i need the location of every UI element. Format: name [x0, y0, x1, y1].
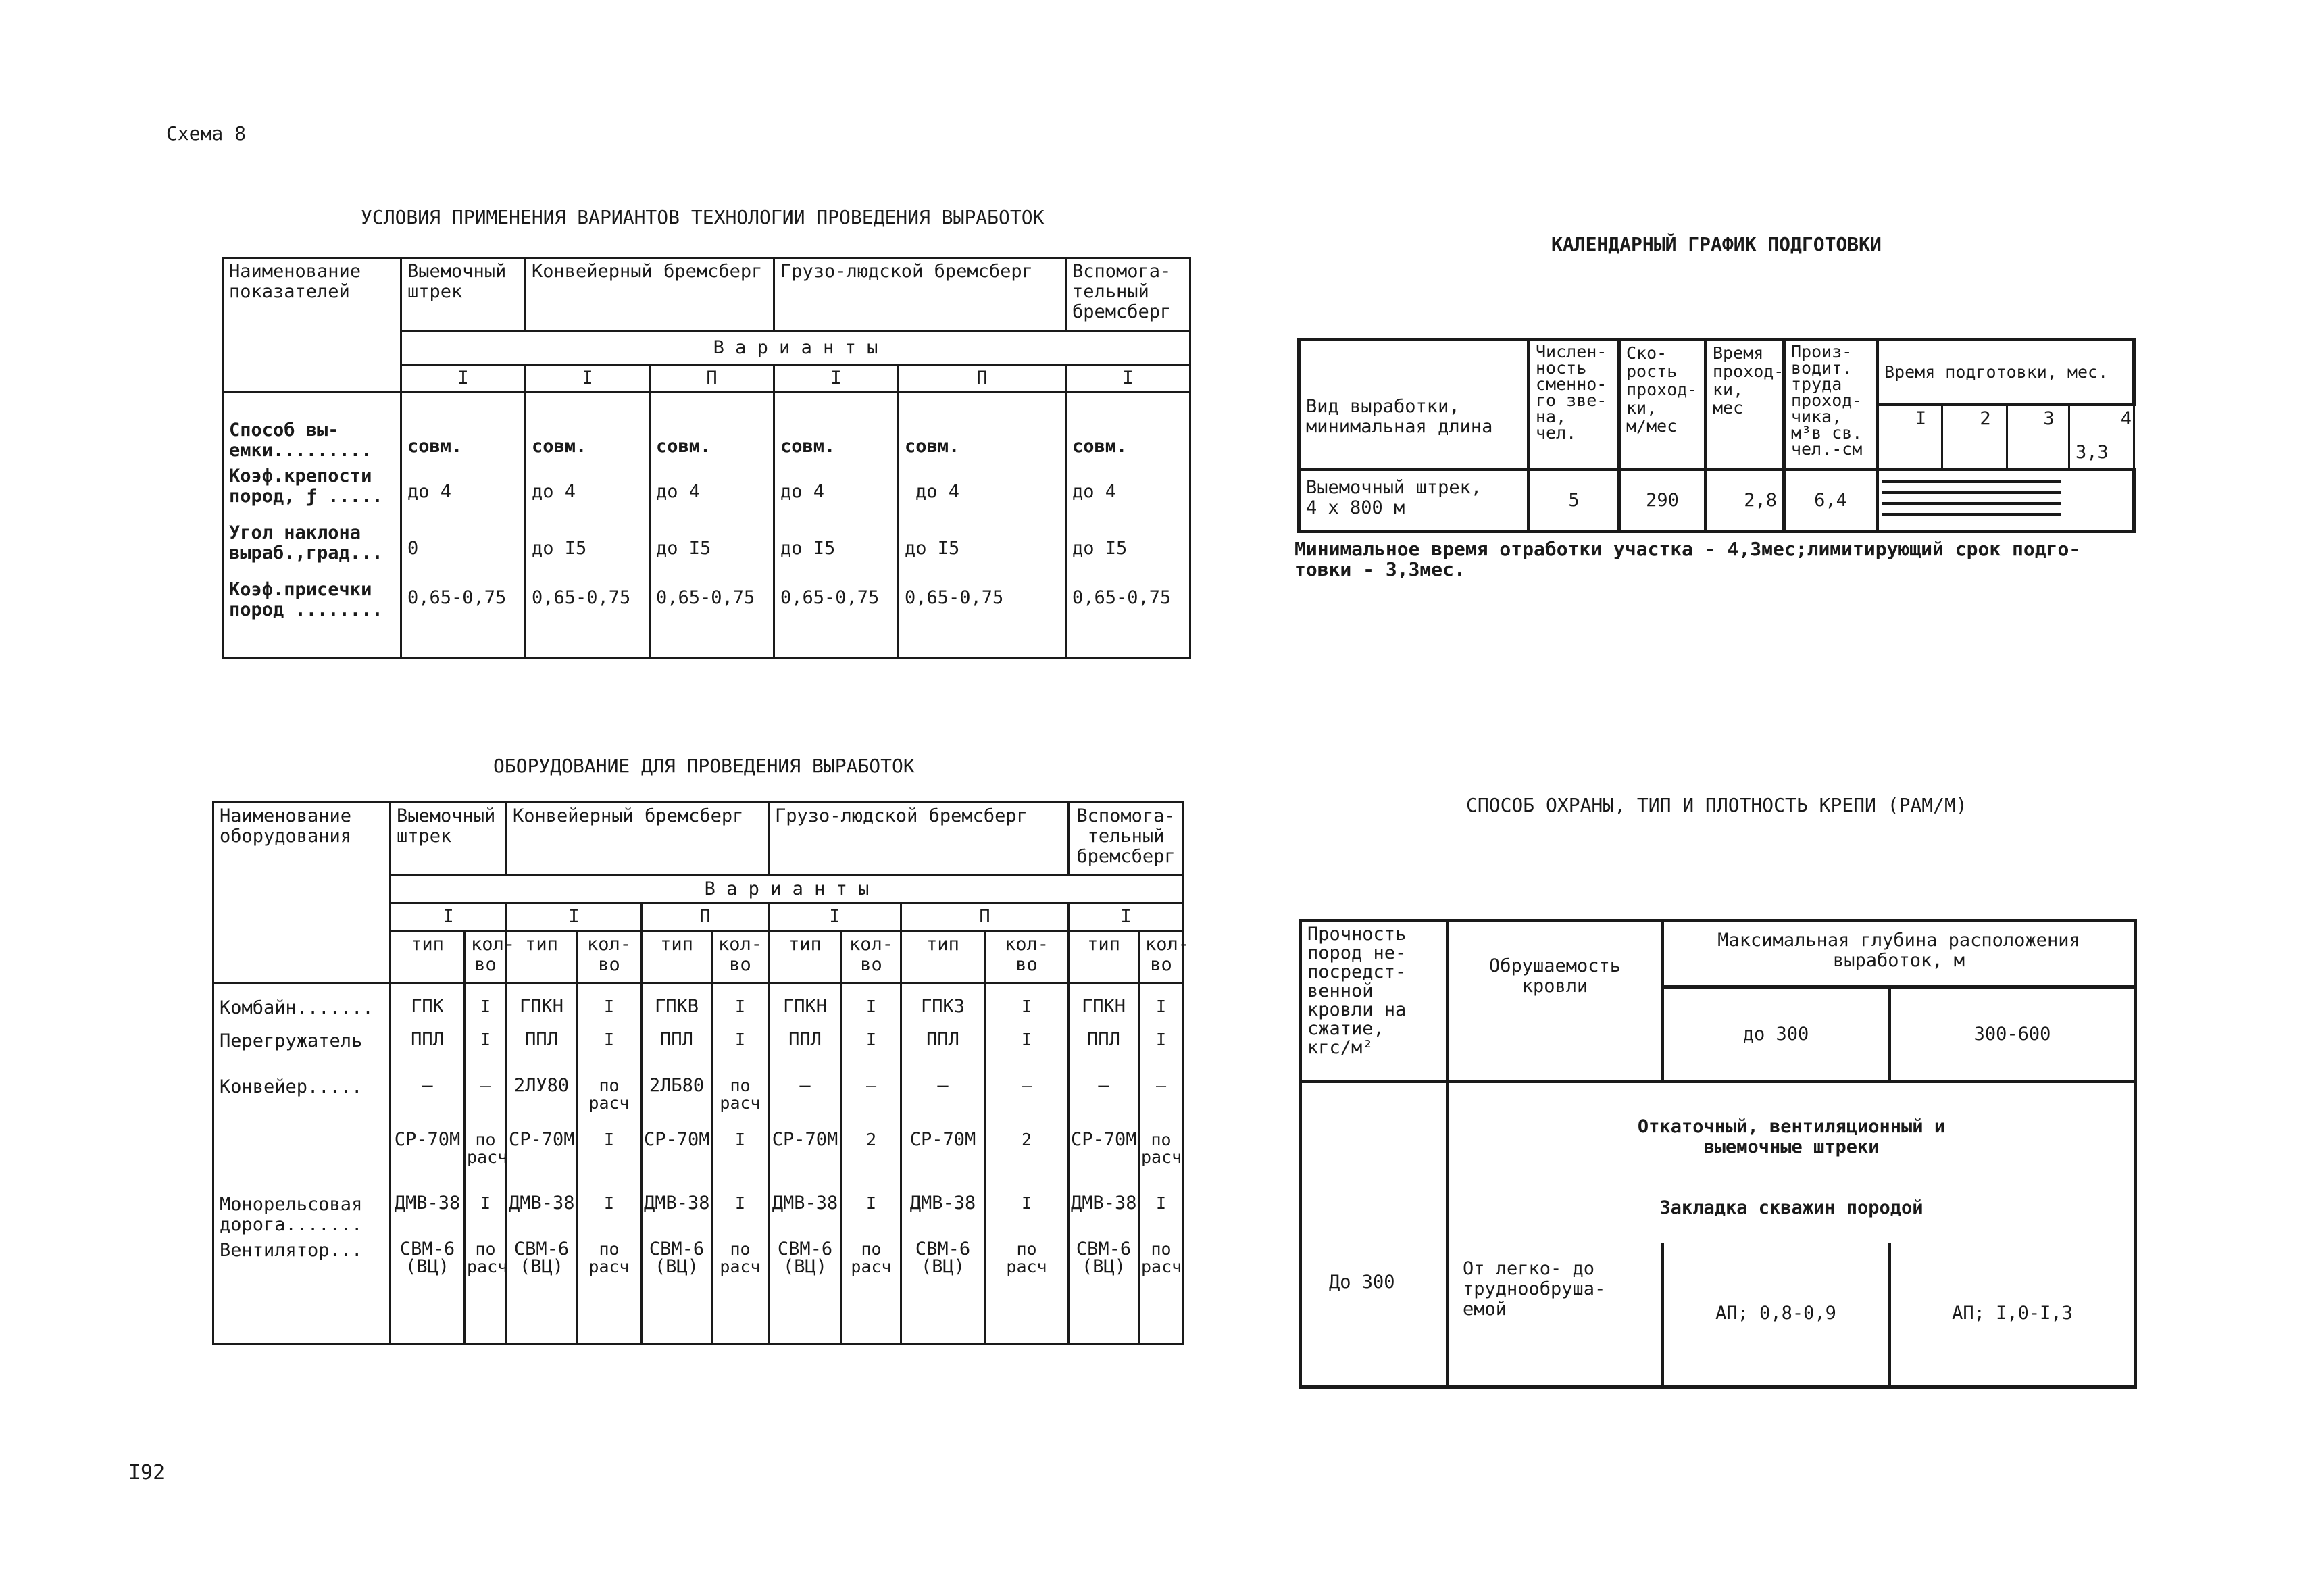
scheme-label: Схема 8	[166, 122, 247, 145]
t1-cell: 0,65-0,75	[650, 577, 774, 658]
t2-cell-qty: –	[985, 1074, 1069, 1128]
t2-cell-type: ГПКН	[1069, 984, 1139, 1028]
t2-row	[213, 984, 1184, 1028]
t1-cell: совм.	[650, 393, 774, 464]
t1-cell: до I5	[774, 520, 899, 577]
t2-row-name: Конвейер.....	[213, 1074, 391, 1128]
t1-cell: 0,65-0,75	[899, 577, 1066, 658]
t2-cell-type: ГПКЗ	[901, 984, 985, 1028]
t2-cell-type: СВМ-6 (ВЦ)	[769, 1238, 842, 1345]
t3-gantt-bar	[1882, 491, 2061, 494]
t2-cell-qty: по расч	[577, 1238, 642, 1345]
t2-cell-type: СР-70М	[1069, 1128, 1139, 1192]
t4-title: СПОСОБ ОХРАНЫ, ТИП И ПЛОТНОСТЬ КРЕПИ (РАМ/М)	[1466, 794, 1967, 816]
t2-cell-type: ГПКН	[769, 984, 842, 1028]
t2-cell-type: ГПКВ	[642, 984, 712, 1028]
t1-cell: до 4	[650, 464, 774, 520]
t2-head-aux: Вспомога- тельный бремсберг	[1069, 803, 1184, 876]
t2-title: ОБОРУДОВАНИЕ ДЛЯ ПРОВЕДЕНИЯ ВЫРАБОТОК	[493, 755, 915, 777]
t2-cell-type: ДМВ-38	[391, 1192, 465, 1238]
t1-cell: 0,65-0,75	[774, 577, 899, 658]
t2-variant-num: П	[901, 903, 1069, 931]
t2-cell-type: СР-70М	[769, 1128, 842, 1192]
t4-head-strength: Прочность пород не- посредст- венной кровли на сжатие, кгс/м²	[1301, 921, 1448, 1082]
t2-cell-qty: по расч	[465, 1128, 507, 1192]
t3-row-prod: 6,4	[1784, 470, 1878, 532]
t2-cell-type: –	[901, 1074, 985, 1128]
t3-gantt-cell	[1878, 470, 2134, 532]
t2-cell-qty: I	[465, 1028, 507, 1074]
t1-cell: до 4	[526, 464, 650, 520]
t2-cell-qty: I	[577, 1028, 642, 1074]
t2-cell-qty: I	[577, 1128, 642, 1192]
t1-variant-num: I	[526, 365, 650, 393]
t1-cell: до I5	[526, 520, 650, 577]
t2-sub-qty: кол- во	[842, 931, 901, 984]
t3-gantt-bar	[1882, 513, 2061, 516]
t2-sub-type: тип	[901, 931, 985, 984]
t1-row-name: Коэф.крепости пород, ƒ .....	[223, 464, 401, 520]
t2-cell-qty: I	[1139, 984, 1184, 1028]
t2-cell-type: ДМВ-38	[1069, 1192, 1139, 1238]
t2-variant-num: I	[507, 903, 642, 931]
t1-row-name: Угол наклона выраб.,град...	[223, 520, 401, 577]
t3-note: Минимальное время отработки участка - 4,3мес;лимитирующий срок подго- товки - 3,3мес.	[1294, 538, 2081, 580]
t3-row-time: 2,8	[1706, 470, 1784, 532]
t1-cell: до 4	[1066, 464, 1190, 520]
t2-cell-qty: I	[465, 1192, 507, 1238]
t3-head-prod: Произ- водит. труда проход- чика, м³в св. чел.-см	[1784, 340, 1878, 470]
t3-head-prep: Время подготовки, мес.	[1878, 340, 2134, 405]
t2-row-name	[213, 1128, 391, 1192]
t2-cell-type: ДМВ-38	[642, 1192, 712, 1238]
t2-sub-type: тип	[642, 931, 712, 984]
t2-cell-qty: по расч	[1139, 1128, 1184, 1192]
t2-row	[213, 1028, 1184, 1074]
t2-cell-type: СВМ-6 (ВЦ)	[901, 1238, 985, 1345]
t2-cell-type: СВМ-6 (ВЦ)	[391, 1238, 465, 1345]
t2-cell-qty: по расч	[985, 1238, 1069, 1345]
t4-row-cave: От легко- до труднообруша- емой	[1448, 1243, 1663, 1387]
t1-cell: 0	[401, 520, 526, 577]
t2-row-name: Перегружатель	[213, 1028, 391, 1074]
t2-cell-type: ГПКН	[507, 984, 577, 1028]
t2-cell-qty: –	[465, 1074, 507, 1128]
t2-sub-type: тип	[391, 931, 465, 984]
t2-cell-type: ГПК	[391, 984, 465, 1028]
t4-head-depth: Максимальная глубина расположения выработок, м	[1663, 921, 2136, 987]
t2-head-name: Наименование оборудования	[213, 803, 391, 984]
t2-cell-type: ППЛ	[391, 1028, 465, 1074]
t2-cell-type: 2ЛБ80	[642, 1074, 712, 1128]
t1-head-name: Наименование показателей	[223, 258, 401, 393]
t1-cell: совм.	[774, 393, 899, 464]
t2-cell-qty: I	[985, 984, 1069, 1028]
t2-cell-qty: по расч	[1139, 1238, 1184, 1345]
t2-cell-type: –	[391, 1074, 465, 1128]
t1-cell: до 4	[899, 464, 1066, 520]
t2-cell-qty: I	[712, 984, 769, 1028]
t1-head-conveyor: Конвейерный бремсберг	[526, 258, 774, 331]
t2-cell-qty: 2	[842, 1128, 901, 1192]
t3-row-speed: 290	[1619, 470, 1706, 532]
t1-cell: совм.	[1066, 393, 1190, 464]
t2-row	[213, 1128, 1184, 1192]
t1-variant-num: П	[650, 365, 774, 393]
t1-variant-num: П	[899, 365, 1066, 393]
t4-depth-col: до 300	[1663, 987, 1890, 1082]
t2-sub-type: тип	[507, 931, 577, 984]
t2-cell-qty: I	[712, 1028, 769, 1074]
t1-head-shtrek: Выемочный штрек	[401, 258, 526, 331]
t2-cell-type: ППЛ	[642, 1028, 712, 1074]
t2-cell-type: ДМВ-38	[901, 1192, 985, 1238]
t1-cell: до I5	[650, 520, 774, 577]
t2-sub-qty: кол- во	[577, 931, 642, 984]
t1-cell: до I5	[899, 520, 1066, 577]
t2-sub-type: тип	[769, 931, 842, 984]
t2-row-name: Монорельсовая дорога.......	[213, 1192, 391, 1238]
t2-cell-type: ППЛ	[901, 1028, 985, 1074]
t2-body	[213, 984, 1184, 1345]
t4-head-cave: Обрушаемость кровли	[1448, 921, 1663, 1082]
t4-row-val: АП; I,0-I,3	[1890, 1243, 2136, 1387]
t2-cell-qty: I	[712, 1192, 769, 1238]
t2-variants-label: В а р и а н т ы	[391, 876, 1184, 903]
t2-cell-qty: по расч	[577, 1074, 642, 1128]
t1-cell: до 4	[774, 464, 899, 520]
t1-head-cargo: Грузо-людской бремсберг	[774, 258, 1066, 331]
t4-section-method: Закладка скважин породой	[1659, 1197, 1923, 1218]
t1-variants-label: В а р и а н т ы	[401, 331, 1190, 365]
t2-head-shtrek: Выемочный штрек	[391, 803, 507, 876]
t2-cell-type: –	[1069, 1074, 1139, 1128]
t1-variant-num: I	[401, 365, 526, 393]
t2-cell-qty: 2	[985, 1128, 1069, 1192]
t2-cell-qty: I	[1139, 1028, 1184, 1074]
t2-cell-type: 2ЛУ80	[507, 1074, 577, 1128]
t2-cell-qty: I	[842, 1028, 901, 1074]
t1-cell: совм.	[526, 393, 650, 464]
t2-head-conveyor: Конвейерный бремсберг	[507, 803, 769, 876]
t1-cell: совм.	[899, 393, 1066, 464]
t2-cell-qty: I	[985, 1028, 1069, 1074]
t3-month-4-cell	[2069, 405, 2134, 470]
t2-cell-qty: I	[577, 1192, 642, 1238]
t2-cell-type: ППЛ	[769, 1028, 842, 1074]
t1-variant-num: I	[774, 365, 899, 393]
t2-cell-qty: по расч	[842, 1238, 901, 1345]
t2-variant-num: I	[1069, 903, 1184, 931]
t1-row-name: Способ вы- емки.........	[223, 393, 401, 464]
t2-cell-qty: по расч	[465, 1238, 507, 1345]
conditions-table	[222, 257, 1191, 659]
t2-row	[213, 1192, 1184, 1238]
t3-head-speed: Ско- рость проход- ки, м/мес	[1619, 340, 1706, 470]
equipment-table	[212, 801, 1190, 1345]
t2-row-name: Вентилятор...	[213, 1238, 391, 1345]
t2-cell-qty: I	[985, 1192, 1069, 1238]
t2-cell-qty: –	[842, 1074, 901, 1128]
t2-sub-qty: кол- во	[1139, 931, 1184, 984]
t3-month: 2	[1942, 405, 2007, 470]
t3-month: I	[1878, 405, 1942, 470]
t3-head-crew: Числен- ность сменно- го зве- на, чел.	[1529, 340, 1619, 470]
t3-row-name: Выемочный штрек, 4 х 800 м	[1299, 470, 1529, 532]
t1-cell: 0,65-0,75	[526, 577, 650, 658]
t3-month: 4	[2120, 408, 2132, 429]
t3-head-time: Время проход- ки, мес	[1706, 340, 1784, 470]
t2-variant-num: П	[642, 903, 769, 931]
t2-variant-num: I	[769, 903, 901, 931]
t2-cell-type: СР-70М	[507, 1128, 577, 1192]
t4-row-strength: До 300	[1301, 1082, 1448, 1387]
t4-section-cell	[1448, 1082, 2136, 1243]
t2-cell-type: СВМ-6 (ВЦ)	[642, 1238, 712, 1345]
t2-cell-qty: I	[577, 984, 642, 1028]
t3-row-crew: 5	[1529, 470, 1619, 532]
t2-cell-type: ППЛ	[507, 1028, 577, 1074]
t2-cell-type: СР-70М	[901, 1128, 985, 1192]
t1-head-aux: Вспомога- тельный бремсберг	[1066, 258, 1190, 331]
t2-cell-qty: по расч	[712, 1074, 769, 1128]
t1-row-name: Коэф.присечки пород ........	[223, 577, 401, 658]
t2-row	[213, 1238, 1184, 1345]
t1-title: УСЛОВИЯ ПРИМЕНЕНИЯ ВАРИАНТОВ ТЕХНОЛОГИИ ПРОВЕДЕНИЯ ВЫРАБОТОК	[361, 206, 1045, 228]
t2-sub-qty: кол- во	[465, 931, 507, 984]
t3-month-mark: 3,3	[2076, 442, 2109, 463]
t4-section-title: Откаточный, вентиляционный и выемочные штреки	[1637, 1116, 1946, 1157]
t1-cell: совм.	[401, 393, 526, 464]
t3-gantt-bars	[1879, 480, 2061, 521]
t3-gantt-bar	[1882, 502, 2061, 505]
t2-cell-qty: I	[842, 1192, 901, 1238]
t2-cell-type: ППЛ	[1069, 1028, 1139, 1074]
page-number: I92	[128, 1461, 166, 1485]
t2-head-cargo: Грузо-людской бремсберг	[769, 803, 1069, 876]
t2-row-name: Комбайн.......	[213, 984, 391, 1028]
t1-variant-num: I	[1066, 365, 1190, 393]
t3-title: КАЛЕНДАРНЫЙ ГРАФИК ПОДГОТОВКИ	[1551, 233, 1882, 255]
t2-cell-type: ДМВ-38	[507, 1192, 577, 1238]
t2-cell-type: –	[769, 1074, 842, 1128]
t2-sub-qty: кол- во	[985, 931, 1069, 984]
t3-gantt-bar	[1882, 480, 2061, 483]
t2-cell-type: СВМ-6 (ВЦ)	[1069, 1238, 1139, 1345]
t4-row-val: АП; 0,8-0,9	[1663, 1243, 1890, 1387]
t1-cell: 0,65-0,75	[401, 577, 526, 658]
t1-cell: до I5	[1066, 520, 1190, 577]
t4-depth-col: 300-600	[1890, 987, 2136, 1082]
support-table	[1299, 919, 2137, 1389]
t3-head-kind: Вид выработки, минимальная длина	[1299, 340, 1529, 470]
t2-cell-type: СВМ-6 (ВЦ)	[507, 1238, 577, 1345]
t2-cell-qty: I	[842, 984, 901, 1028]
t2-cell-qty: I	[465, 984, 507, 1028]
t2-row	[213, 1074, 1184, 1128]
t2-sub-type: тип	[1069, 931, 1139, 984]
t2-cell-type: СР-70М	[642, 1128, 712, 1192]
schedule-table	[1297, 338, 2136, 533]
t2-sub-qty: кол- во	[712, 931, 769, 984]
t2-cell-type: ДМВ-38	[769, 1192, 842, 1238]
t2-cell-qty: I	[712, 1128, 769, 1192]
t2-cell-qty: I	[1139, 1192, 1184, 1238]
t2-cell-qty: по расч	[712, 1238, 769, 1345]
t2-cell-type: СР-70М	[391, 1128, 465, 1192]
t2-variant-num: I	[391, 903, 507, 931]
t1-cell: 0,65-0,75	[1066, 577, 1190, 658]
t1-cell: до 4	[401, 464, 526, 520]
t2-cell-qty: –	[1139, 1074, 1184, 1128]
t3-month: 3	[2007, 405, 2069, 470]
